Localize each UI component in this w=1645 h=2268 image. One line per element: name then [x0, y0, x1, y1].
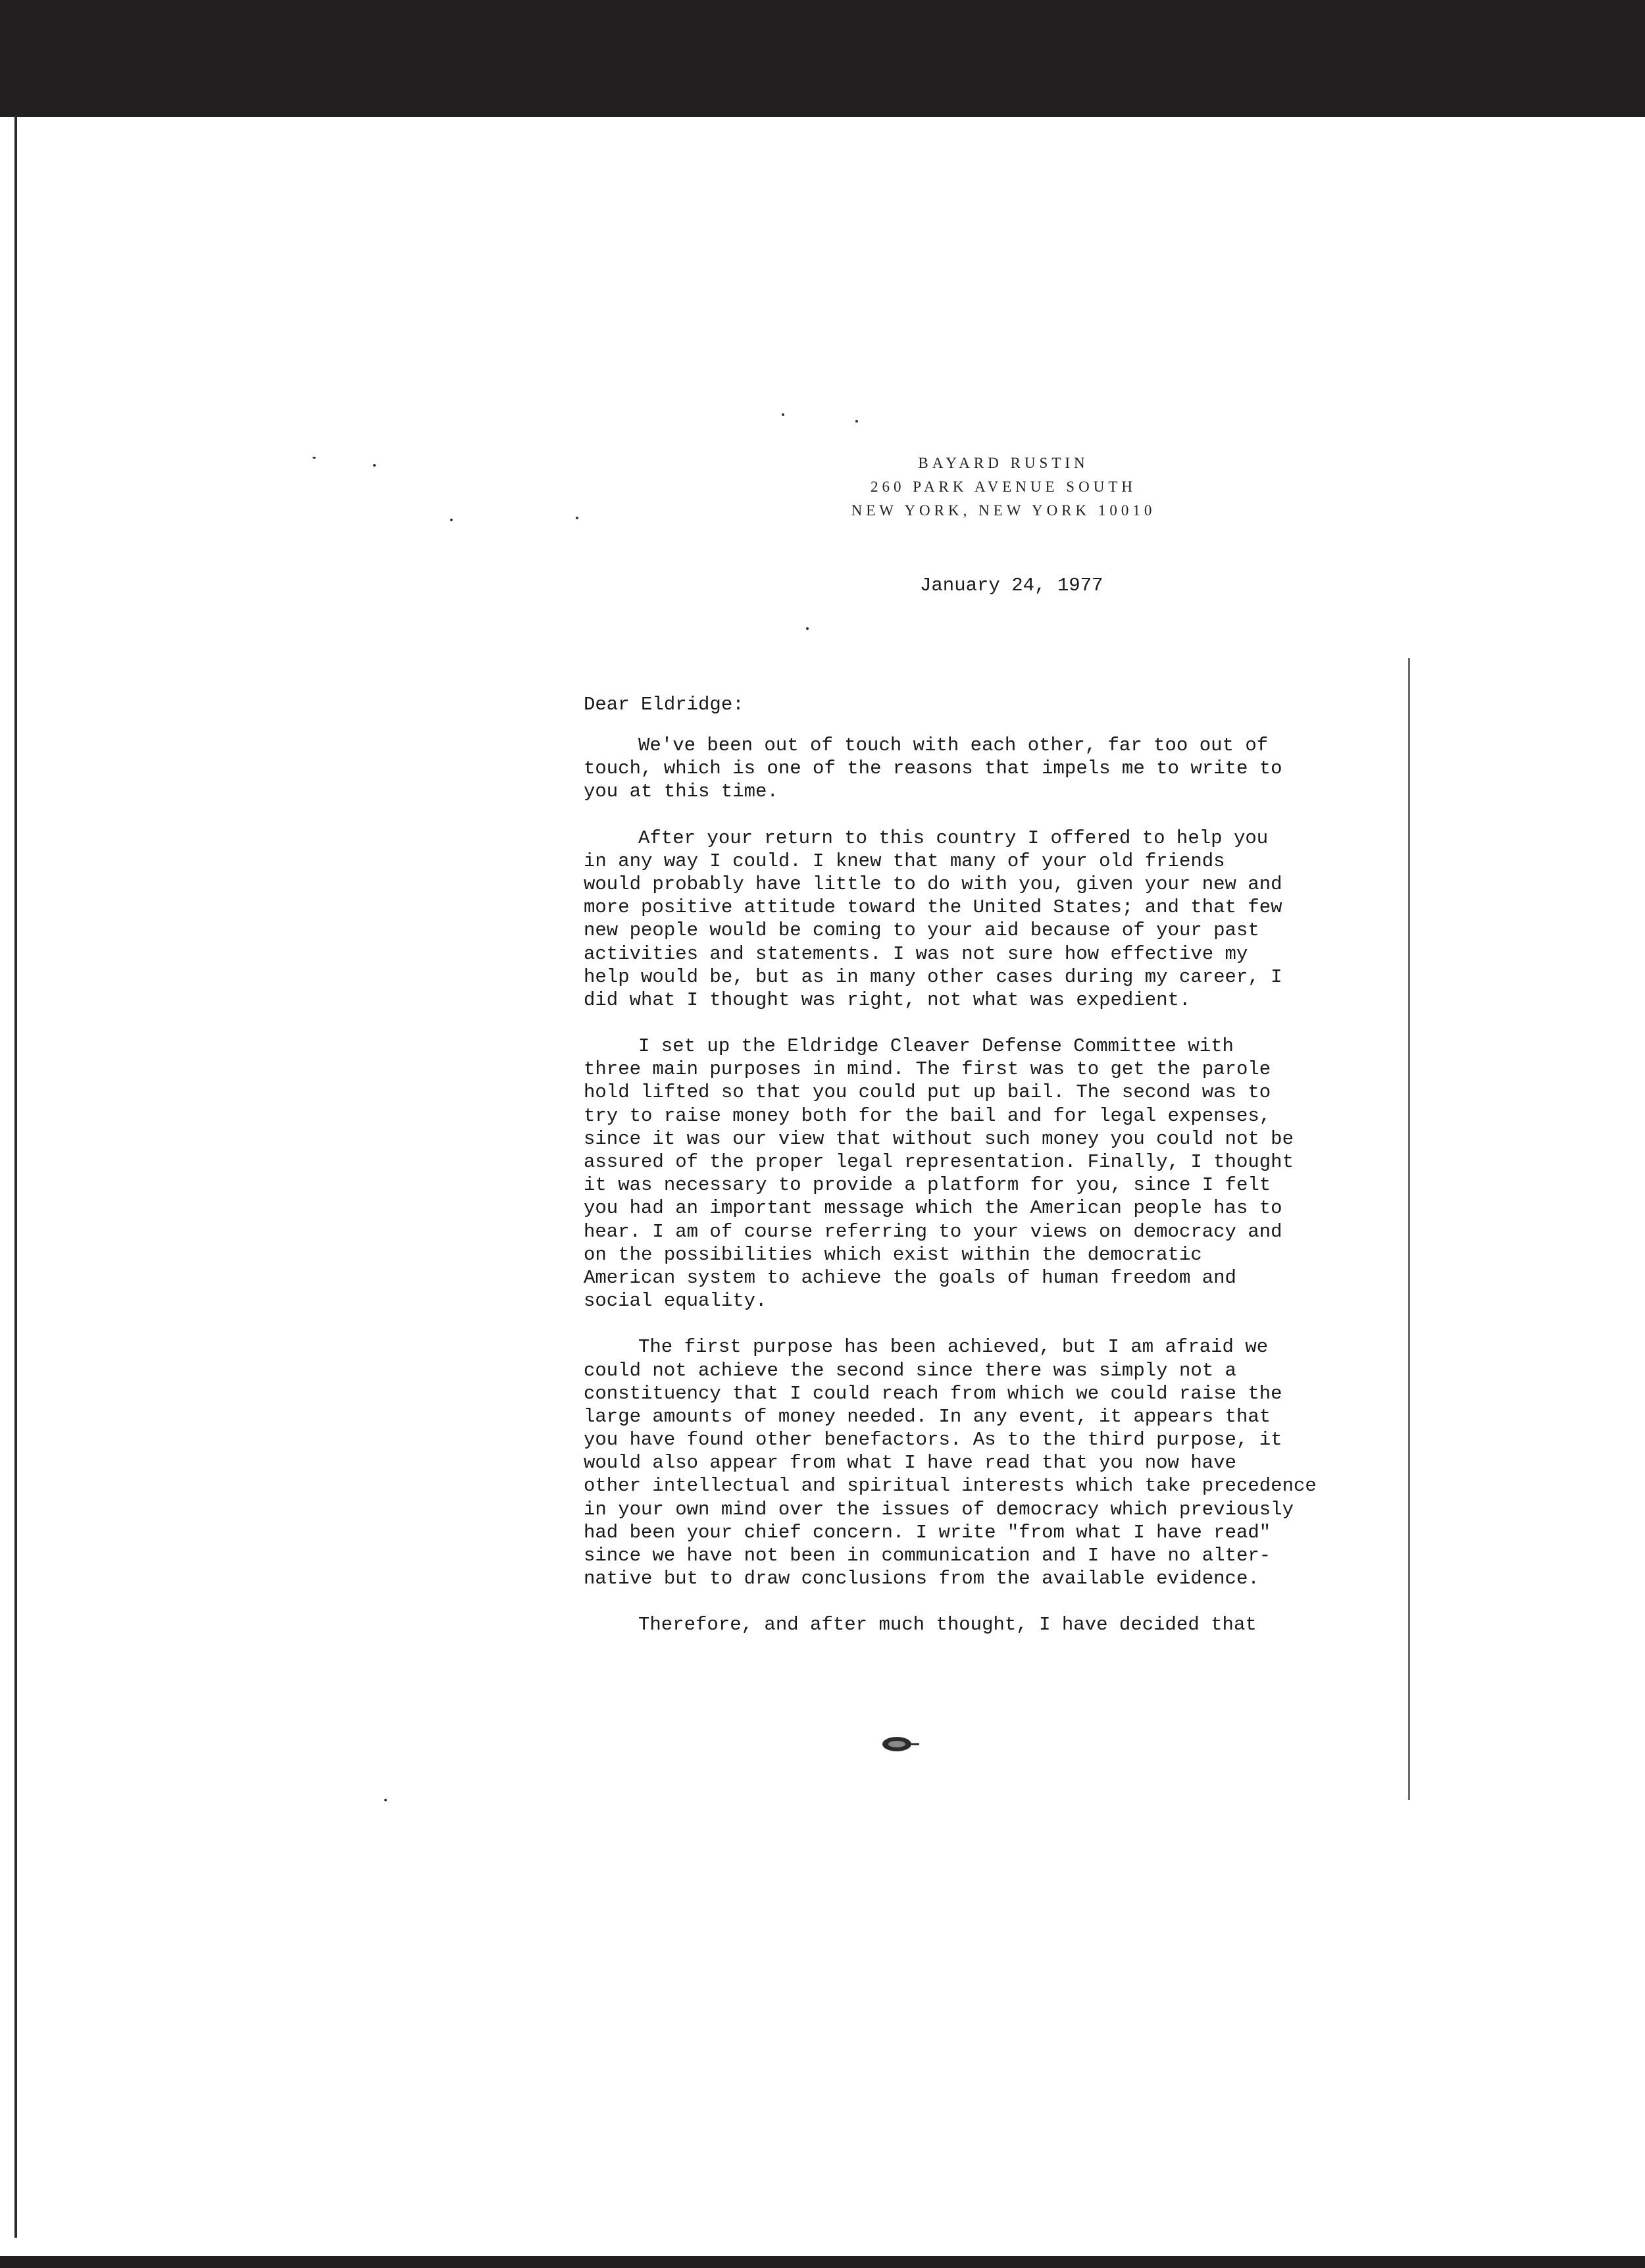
scan-right-edge-line — [1408, 658, 1410, 1800]
text-line: help would be, but as in many other cases during my career, I — [584, 966, 1282, 988]
scan-speck — [576, 517, 578, 519]
letterhead — [724, 451, 1283, 523]
scan-speck — [373, 464, 376, 467]
letterhead-city: NEW YORK, NEW YORK 10010 — [851, 502, 1156, 519]
text-line: in any way I could. I knew that many of your old friends — [584, 850, 1225, 872]
scan-bottom-border — [0, 2256, 1645, 2268]
text-line: Therefore, and after much thought, I have decided that — [638, 1614, 1257, 1636]
paragraph-1 — [584, 734, 1360, 804]
text-line: large amounts of money needed. In any event, it appears that — [584, 1405, 1271, 1428]
text-line: touch, which is one of the reasons that impels me to write to — [584, 758, 1282, 780]
text-line: American system to achieve the goals of human freedom and — [584, 1266, 1236, 1289]
text-line: would probably have little to do with you, given your new and — [584, 873, 1282, 895]
scan-speck — [313, 457, 316, 459]
text-line: you had an important message which the American people has to — [584, 1197, 1282, 1220]
text-line: since it was our view that without such money you could not be — [584, 1127, 1294, 1150]
text-line: The first purpose has been achieved, but I am afraid we — [638, 1336, 1269, 1358]
text-line: did what I thought was right, not what was expedient. — [584, 989, 1191, 1011]
letterhead-name: BAYARD RUSTIN — [918, 455, 1089, 471]
text-line: activities and statements. I was not sure how effective my — [584, 942, 1248, 965]
paragraph-5 — [584, 1613, 1360, 1636]
scan-speck — [384, 1799, 387, 1801]
text-line: would also appear from what I have read that you now have — [584, 1452, 1236, 1474]
text-line: social equality. — [584, 1290, 767, 1312]
text-line: We've been out of touch with each other, far too out of — [638, 735, 1269, 756]
text-line: since we have not been in communication and I have no alter- — [584, 1545, 1271, 1566]
letter-body — [584, 734, 1360, 1660]
text-line: in your own mind over the issues of democracy which previously — [584, 1498, 1294, 1520]
text-line: it was necessary to provide a platform for you, since I felt — [584, 1174, 1271, 1197]
text-line: native but to draw conclusions from the available evidence. — [584, 1568, 1259, 1590]
text-line: new people would be coming to your aid because of your past — [584, 919, 1259, 942]
paragraph-4 — [584, 1335, 1360, 1590]
text-line: three main purposes in mind. The first was to get the parole — [584, 1058, 1271, 1081]
scan-speck — [450, 519, 453, 521]
text-line: could not achieve the second since there was simply not a — [584, 1359, 1236, 1381]
letter-date: January 24, 1977 — [920, 575, 1103, 596]
paragraph-3 — [584, 1035, 1360, 1312]
text-line: hold lifted so that you could put up bail. The second was to — [584, 1081, 1271, 1104]
scan-speck — [806, 627, 809, 630]
text-line: I set up the Eldridge Cleaver Defense Committee with — [638, 1035, 1234, 1058]
text-line: more positive attitude toward the United States; and that few — [584, 896, 1282, 919]
union-bug-icon — [878, 1733, 924, 1755]
scan-left-edge — [14, 115, 17, 2238]
scan-top-border — [0, 0, 1645, 117]
scan-speck — [782, 413, 784, 416]
paragraph-2 — [584, 827, 1360, 1012]
text-line: you at this time. — [584, 781, 778, 803]
scan-speck — [855, 420, 858, 423]
text-line: try to raise money both for the bail and for legal expenses, — [584, 1104, 1271, 1127]
text-line: assured of the proper legal representation. Finally, I thought — [584, 1151, 1294, 1173]
text-line: other intellectual and spiritual interests which take precedence — [584, 1475, 1317, 1497]
text-line: you have found other benefactors. As to the third purpose, it — [584, 1429, 1282, 1451]
text-line: hear. I am of course referring to your views on democracy and — [584, 1220, 1282, 1243]
text-line: had been your chief concern. I write "from what I have read" — [584, 1521, 1271, 1543]
text-line: constituency that I could reach from which we could raise the — [584, 1382, 1282, 1405]
letterhead-street: 260 PARK AVENUE SOUTH — [871, 478, 1136, 495]
salutation: Dear Eldridge: — [584, 694, 744, 715]
text-line: After your return to this country I offered to help you — [638, 827, 1269, 849]
text-line: on the possibilities which exist within the democratic — [584, 1243, 1202, 1266]
